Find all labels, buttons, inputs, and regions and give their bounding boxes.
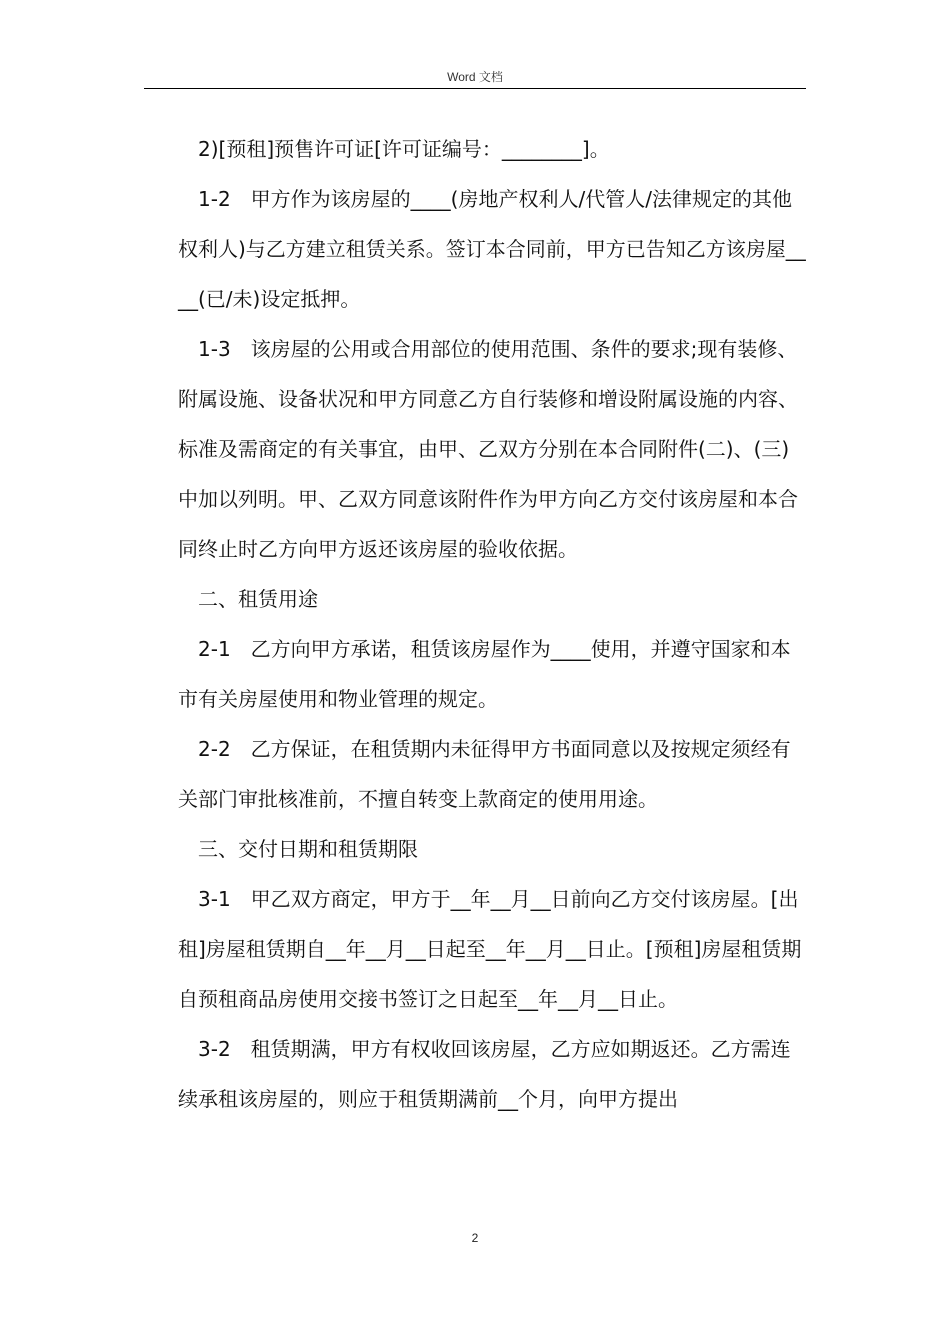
paragraph-clause-2-2: 2-2 乙方保证，在租赁期内未征得甲方书面同意以及按规定须经有关部门审批核准前，不擅自转变上款商定的使用用途。 <box>178 737 791 811</box>
paragraph-presale-permit: 2)[预租]预售许可证[许可证编号：________]。 <box>198 137 610 161</box>
section-heading-lease-purpose: 二、租赁用途 <box>198 587 318 611</box>
header-divider <box>144 88 806 89</box>
section-heading-delivery-term: 三、交付日期和租赁期限 <box>198 837 418 861</box>
paragraph-clause-2-1: 2-1 乙方向甲方承诺，租赁该房屋作为____使用，并遵守国家和本市有关房屋使用和物业管理的规定。 <box>178 637 791 711</box>
paragraph-clause-1-3: 1-3 该房屋的公用或合用部位的使用范围、条件的要求;现有装修、附属设施、设备状况和甲方同意乙方自行装修和增设附属设施的内容、标准及需商定的有关事宜，由甲、乙双方分别在本合同附件(二)、(三)中加以列明。甲、乙双方同意该附件作为甲方向乙方交付该房屋和本合同终止时乙方向甲方返还该房屋的验收依据。 <box>178 337 798 561</box>
paragraph-clause-3-1: 3-1 甲乙双方商定，甲方于__年__月__日前向乙方交付该房屋。[出租]房屋租赁期自__年__月__日起至__年__月__日止。[预租]房屋租赁期自预租商品房使用交接书签订之日起至__年__月__日止。 <box>178 887 802 1011</box>
paragraph-clause-3-2: 3-2 租赁期满，甲方有权收回该房屋，乙方应如期返还。乙方需连续承租该房屋的，则应于租赁期满前__个月，向甲方提出 <box>178 1037 791 1111</box>
document-body <box>178 124 808 1124</box>
page-number: 2 <box>471 1231 479 1245</box>
paragraph-clause-1-2: 1-2 甲方作为该房屋的____(房地产权利人/代管人/法律规定的其他权利人)与乙方建立租赁关系。签订本合同前，甲方已告知乙方该房屋____(已/未)设定抵押。 <box>178 187 806 311</box>
document-header-title: Word 文档 <box>447 70 503 84</box>
